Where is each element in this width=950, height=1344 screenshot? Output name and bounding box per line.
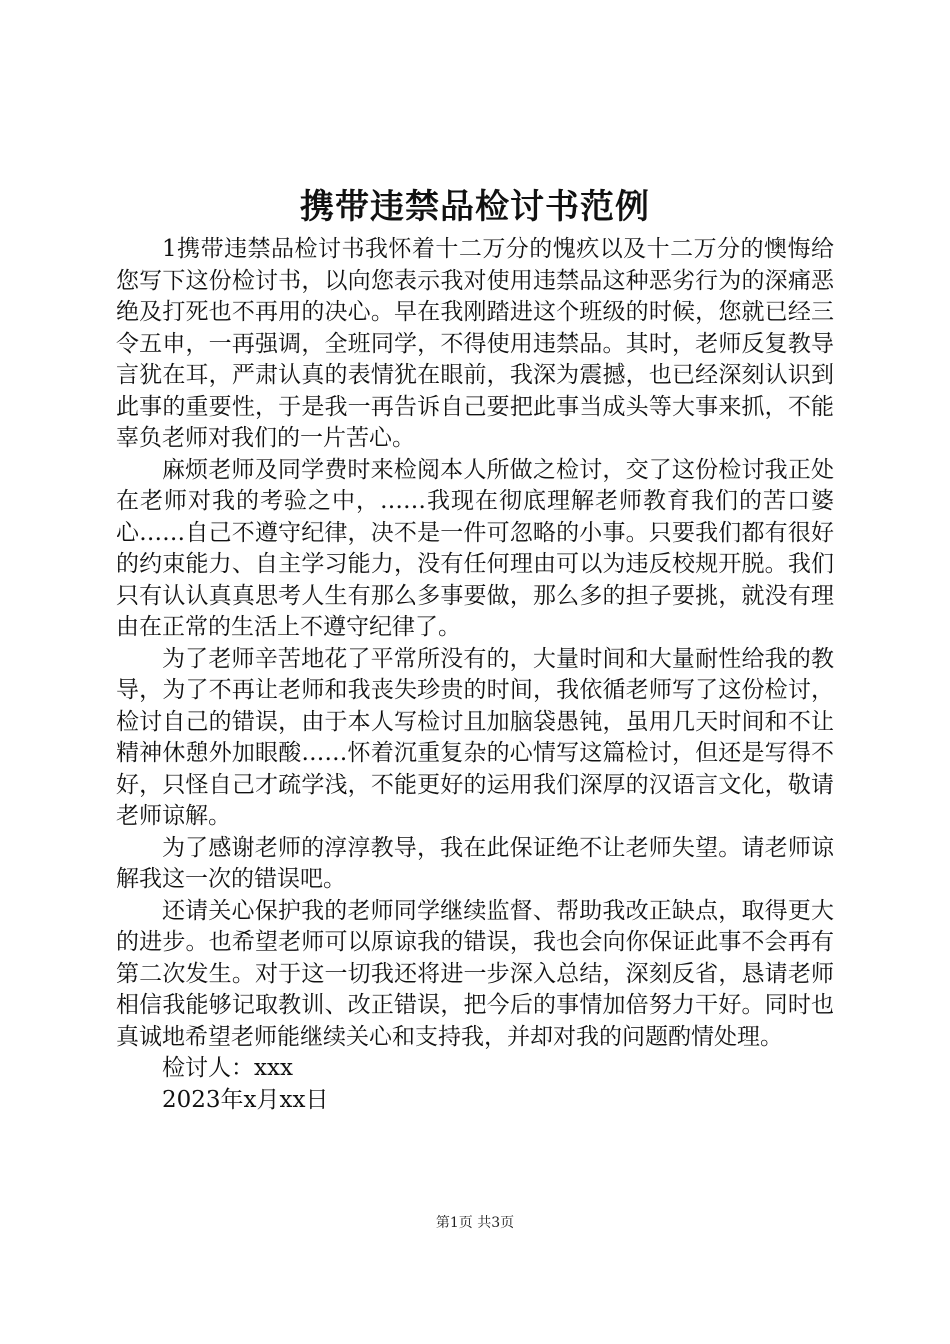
page-footer: 第1页 共3页 xyxy=(435,1215,515,1231)
document-body xyxy=(116,234,834,1116)
paragraph: 为了老师辛苦地花了平常所没有的，大量时间和大量耐性给我的教导，为了不再让老师和我丧失珍贵的时间，我依循老师写了这份检讨，检讨自己的错误，由于本人写检讨且加脑袋愚钝，虽用几天时间和不让精神休憩外加眼酸……怀着沉重复杂的心情写这篇检讨，但还是写得不好，只怪自己才疏学浅，不能更好的运用我们深厚的汉语言文化，敬请老师谅解。 xyxy=(116,645,834,829)
paragraph: 还请关心保护我的老师同学继续监督、帮助我改正缺点，取得更大的进步。也希望老师可以原谅我的错误，我也会向你保证此事不会再有第二次发生。对于这一切我还将进一步深入总结，深刻反省，恳请老师相信我能够记取教训、改正错误，把今后的事情加倍努力干好。同时也真诚地希望老师能继续关心和支持我，并却对我的问题酌情处理。 xyxy=(116,897,834,1050)
paragraph: 麻烦老师及同学费时来检阅本人所做之检讨，交了这份检讨我正处在老师对我的考验之中，……我现在彻底理解老师教育我们的苦口婆心……自己不遵守纪律，决不是一件可忽略的小事。只要我们都有很好的约束能力、自主学习能力，没有任何理由可以为违反校规开脱。我们只有认认真真思考人生有那么多事要做，那么多的担子要挑，就没有理由在正常的生活上不遵守纪律了。 xyxy=(116,456,834,640)
paragraph: 1携带违禁品检讨书我怀着十二万分的愧疚以及十二万分的懊悔给您写下这份检讨书，以向您表示我对使用违禁品这种恶劣行为的深痛恶绝及打死也不再用的决心。早在我刚踏进这个班级的时候，您就已经三令五申，一再强调，全班同学，不得使用违禁品。其时，老师反复教导言犹在耳，严肃认真的表情犹在眼前，我深为震撼，也已经深刻认识到此事的重要性，于是我一再告诉自己要把此事当成头等大事来抓，不能辜负老师对我们的一片苦心。 xyxy=(116,236,834,451)
paragraph: 为了感谢老师的淳淳教导，我在此保证绝不让老师失望。请老师谅解我这一次的错误吧。 xyxy=(116,834,834,892)
date-line: 2023年x月xx日 xyxy=(162,1086,329,1113)
signature-line: 检讨人：xxx xyxy=(162,1055,293,1081)
document-title: 携带违禁品检讨书范例 xyxy=(300,187,650,227)
